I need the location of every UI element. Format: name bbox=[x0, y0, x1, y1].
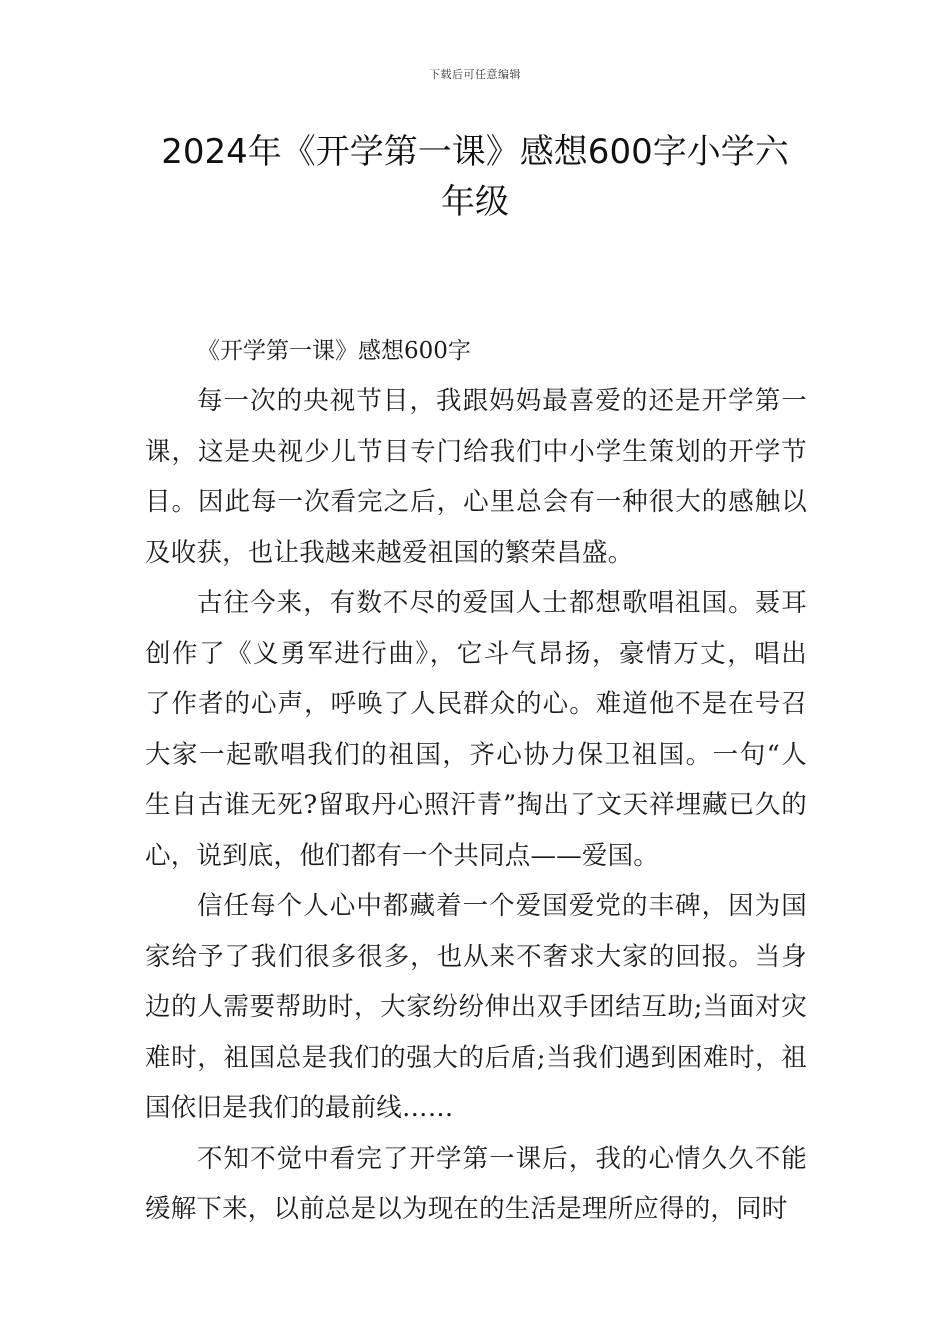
paragraph-line: 大家一起歌唱我们的祖国，齐心协力保卫祖国。一句“人 bbox=[145, 739, 807, 770]
paragraph-line: 生自古谁无死?留取丹心照汗青”掏出了文天祥埋藏已久的 bbox=[145, 790, 807, 820]
paragraph-line: 家给予了我们很多很多，也从来不奢求大家的回报。当身 bbox=[145, 941, 807, 972]
paragraph-line: 了作者的心声，呼唤了人民群众的心。难道他不是在号召 bbox=[145, 689, 807, 719]
paragraph bbox=[145, 578, 807, 881]
subheading: 《开学第一课》感想600字 bbox=[197, 338, 471, 364]
document-title bbox=[130, 127, 820, 227]
title-line-1: 2024年《开学第一课》感想600字小学六 bbox=[161, 132, 789, 172]
paragraph bbox=[145, 1134, 807, 1235]
paragraph-line: 不知不觉中看完了开学第一课后，我的心情久久不能 bbox=[197, 1143, 807, 1174]
paragraph-line: 每一次的央视节目，我跟妈妈最喜爱的还是开学第一 bbox=[197, 386, 807, 416]
paragraph bbox=[145, 881, 807, 1134]
paragraph-list bbox=[145, 376, 807, 1235]
paragraph-line: 心，说到底，他们都有一个共同点——爱国。 bbox=[145, 840, 660, 871]
document-body bbox=[145, 326, 807, 1235]
paragraph-line: 创作了《义勇军进行曲》，它斗气昂扬，豪情万丈，唱出 bbox=[145, 638, 807, 669]
title-line-2: 年级 bbox=[441, 182, 509, 222]
paragraph-line: 古往今来，有数不尽的爱国人士都想歌唱祖国。聂耳 bbox=[197, 588, 807, 618]
paragraph-line: 缓解下来，以前总是以为现在的生活是理所应得的，同时 bbox=[145, 1194, 788, 1224]
paragraph-line: 及收获，也让我越来越爱祖国的繁荣昌盛。 bbox=[145, 537, 634, 568]
paragraph-line: 信任每个人心中都藏着一个爱国爱党的丰碑，因为国 bbox=[197, 891, 807, 921]
header-note: 下载后可任意编辑 bbox=[429, 68, 521, 81]
paragraph-line: 国依旧是我们的最前线…… bbox=[145, 1093, 454, 1123]
paragraph-line: 难时，祖国总是我们的强大的后盾;当我们遇到困难时，祖 bbox=[145, 1042, 807, 1073]
paragraph bbox=[145, 376, 807, 578]
paragraph-line: 边的人需要帮助时，大家纷纷伸出双手团结互助;当面对灾 bbox=[145, 992, 807, 1022]
paragraph-line: 目。因此每一次看完之后，心里总会有一种很大的感触以 bbox=[145, 487, 807, 517]
paragraph-line: 课，这是央视少儿节目专门给我们中小学生策划的开学节 bbox=[145, 436, 807, 467]
